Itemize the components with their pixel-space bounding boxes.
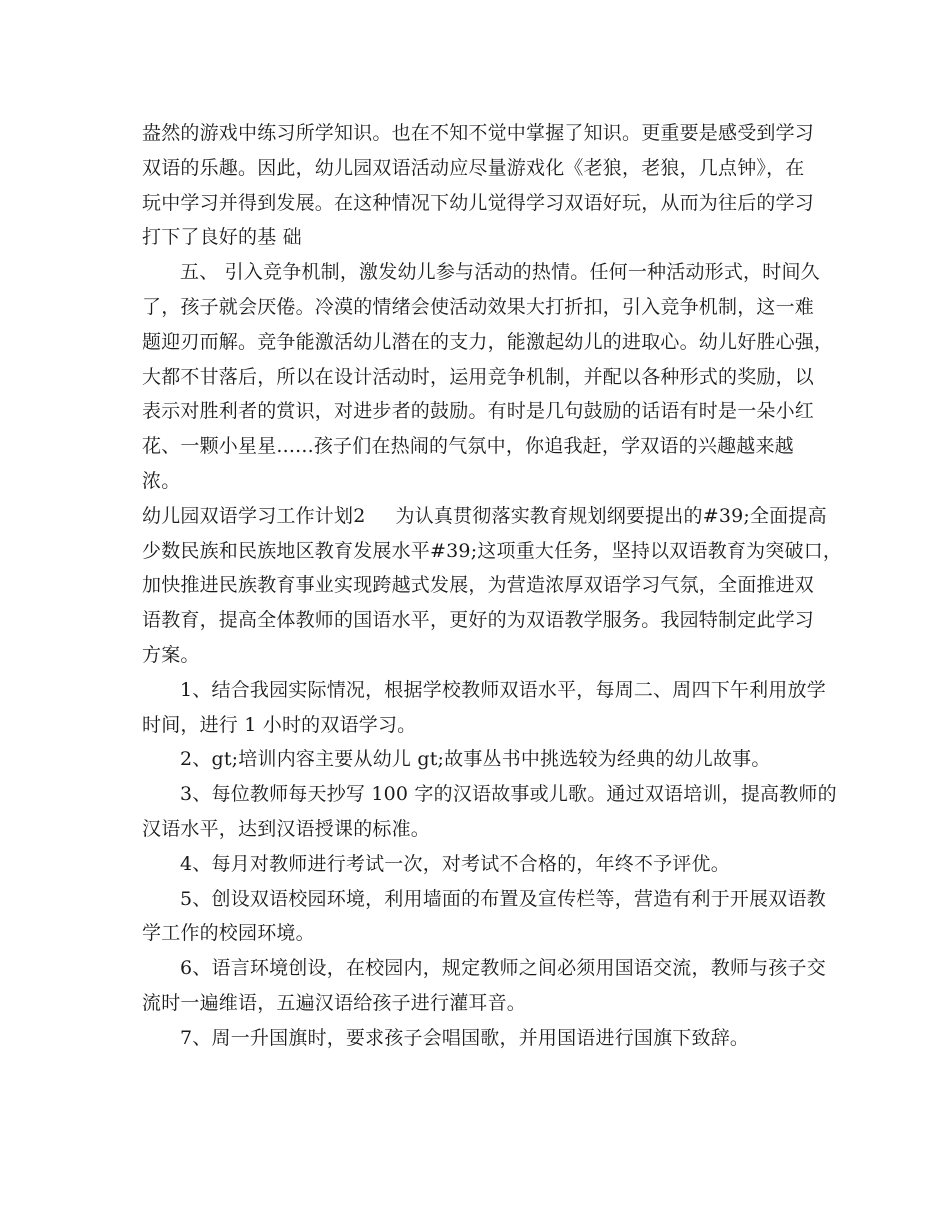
text-line: 大都不甘落后，所以在设计活动时，运用竞争机制，并配以各种形式的奖励，以 bbox=[142, 365, 815, 388]
text-line: 盎然的游戏中练习所学知识。也在不知不觉中掌握了知识。更重要是感受到学习 bbox=[142, 122, 815, 144]
text-line: 3、每位教师每天抄写 100 字的汉语故事或儿歌。通过双语培训，提高教师的 bbox=[180, 783, 837, 806]
document-body bbox=[142, 116, 843, 1056]
text-line: 加快推进民族教育事业实现跨越式发展，为营造浓厚双语学习气氛，全面推进双 bbox=[142, 574, 815, 597]
text-line: 汉语水平，达到汉语授课的标准。 bbox=[142, 817, 431, 840]
text-line: 浓。 bbox=[142, 469, 181, 492]
text-line: 流时一遍维语，五遍汉语给孩子进行灌耳音。 bbox=[142, 991, 527, 1014]
text-line: 学工作的校园环境。 bbox=[142, 922, 315, 945]
text-line: 花、一颗小星星......孩子们在热闹的气氛中，你追我赶，学双语的兴趣越来越 bbox=[142, 435, 794, 458]
list-item-7 bbox=[142, 1021, 808, 1056]
text-line bbox=[142, 499, 827, 534]
section-title: 幼儿园双语学习工作计划2 bbox=[142, 504, 366, 527]
text-line: 4、每月对教师进行考试一次，对考试不合格的，年终不予评优。 bbox=[180, 852, 730, 875]
text-line: 少数民族和民族地区教育发展水平#39;这项重大任务，坚持以双语教育为突破口， bbox=[142, 539, 843, 562]
text-line: 双语的乐趣。因此，幼儿园双语活动应尽量游戏化《老狼，老狼，几点钟》，在 bbox=[142, 156, 805, 179]
text-line: 1、结合我园实际情况，根据学校教师双语水平，每周二、周四下午利用放学 bbox=[180, 678, 826, 701]
text-line: 表示对胜利者的赏识，对进步者的鼓励。有时是几句鼓励的话语有时是一朵小红 bbox=[142, 400, 815, 423]
list-item-2 bbox=[142, 742, 808, 777]
text-line: 方案。 bbox=[142, 643, 200, 666]
paragraph-competition bbox=[142, 255, 834, 499]
text-segment: 为认真贯彻落实教育规划纲要提出的#39;全面提高 bbox=[395, 504, 827, 527]
text-line: 题迎刃而解。竞争能激活幼儿潜在的支力，能激起幼儿的进取心。幼儿好胜心强， bbox=[142, 330, 834, 353]
text-line: 5、创设双语校园环境，利用墙面的布置及宣传栏等，营造有利于开展双语教 bbox=[180, 887, 826, 910]
list-item-1 bbox=[142, 673, 826, 743]
text-line: 2、gt;培训内容主要从幼儿 gt;故事丛书中挑选较为经典的幼儿故事。 bbox=[180, 748, 771, 771]
text-line: 了，孩子就会厌倦。冷漠的情绪会使活动效果大打折扣，引入竞争机制，这一难 bbox=[142, 295, 815, 318]
text-line: 时间，进行 1 小时的双语学习。 bbox=[142, 713, 417, 736]
text-line: 玩中学习并得到发展。在这种情况下幼儿觉得学习双语好玩，从而为往后的学习 bbox=[142, 191, 815, 214]
list-item-6 bbox=[142, 951, 826, 1021]
list-item-3 bbox=[142, 777, 837, 847]
paragraph-plan-2 bbox=[142, 499, 843, 673]
text-line: 7、周一升国旗时，要求孩子会唱国歌，并用国语进行国旗下致辞。 bbox=[180, 1026, 750, 1049]
text-line: 6、语言环境创设，在校园内，规定教师之间必须用国语交流，教师与孩子交 bbox=[180, 957, 826, 980]
list-item-5 bbox=[142, 882, 826, 952]
paragraph-intro bbox=[142, 116, 815, 255]
text-line: 五、 引入竞争机制，激发幼儿参与活动的热情。任何一种活动形式，时间久 bbox=[180, 261, 820, 284]
text-line: 打下了良好的基 础 bbox=[142, 226, 302, 249]
list-item-4 bbox=[142, 847, 808, 882]
text-line: 语教育，提高全体教师的国语水平，更好的为双语教学服务。我园特制定此学习 bbox=[142, 609, 815, 632]
